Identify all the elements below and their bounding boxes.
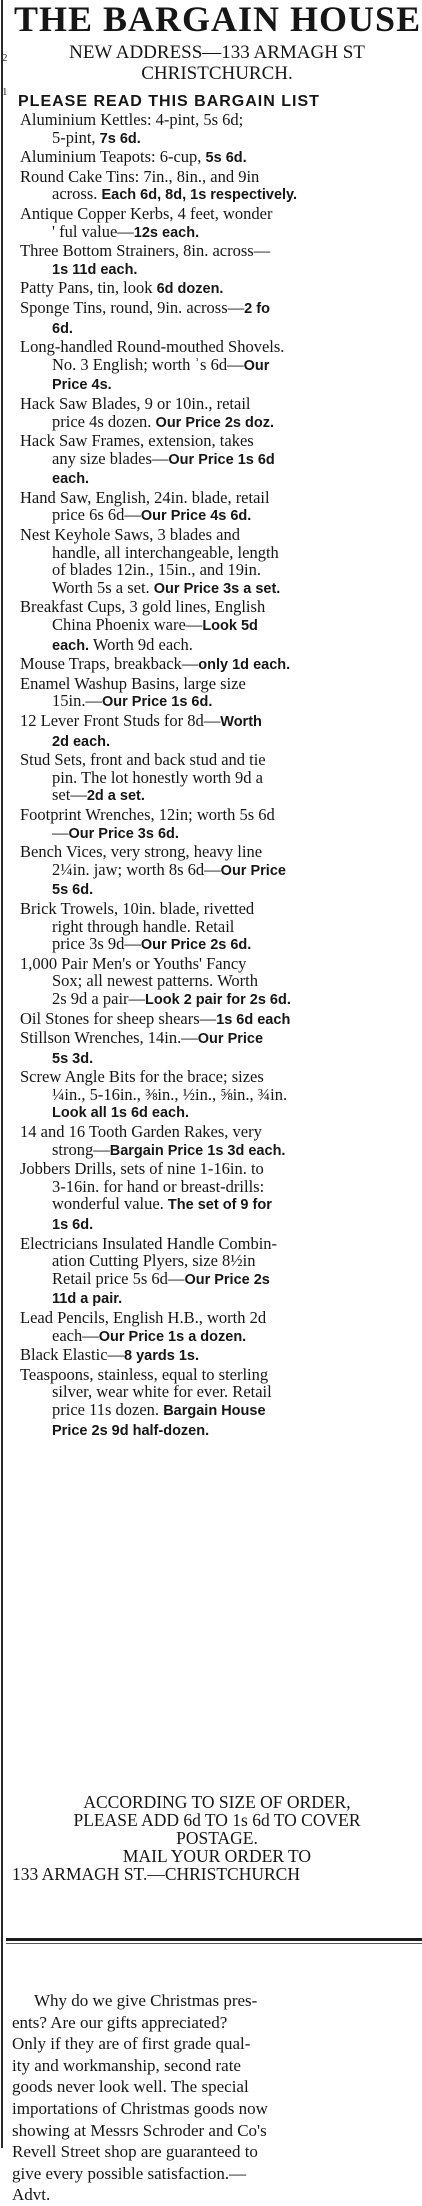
advert-line: give every possible satisfaction.— (12, 2163, 247, 2183)
bargain-item-line (12, 111, 422, 129)
price-text: each. (52, 471, 90, 488)
item-text: Patty Pans, tin, look (20, 279, 157, 298)
item-text: — (52, 822, 69, 842)
price-text: Our (243, 357, 270, 374)
bargain-item (12, 1346, 422, 1366)
item-text: ation Cutting Plyers, size 8½in (52, 1251, 256, 1271)
price-text: Our Price 1s a dozen. (98, 1328, 247, 1345)
price-text: 5s 6d. (205, 150, 247, 167)
item-text: Retail price 5s 6d— (52, 1268, 185, 1288)
advert-line: ents? Are our gifts appreciated? (12, 2012, 228, 2032)
bargain-item-line (12, 319, 422, 339)
item-text: Black Elastic— (20, 1346, 125, 1365)
price-text: Look 2 pair for 2s 6d. (145, 991, 291, 1008)
bargain-item-line (12, 1383, 422, 1401)
item-text: Stillson Wrenches, 14in.— (20, 1029, 198, 1048)
bargain-item-line (12, 935, 422, 955)
bargain-item (12, 900, 422, 955)
masthead-title: THE BARGAIN HOUSE (14, 0, 422, 39)
advert-line: goods never look well. The special (12, 2077, 249, 2097)
price-text: only 1d each. (198, 657, 291, 674)
closing-line: PLEASE ADD 6d TO 1s 6d TO COVER (73, 1810, 361, 1830)
item-text: Hand Saw, English, 24in. blade, retail (20, 488, 270, 507)
bargain-item-line (12, 1309, 422, 1327)
item-text: price 6s 6d— (52, 505, 141, 525)
item-text: pin. The lot honestly worth 9d a (52, 767, 263, 787)
bargain-item-line (12, 338, 422, 356)
bargain-item-line (12, 786, 422, 806)
item-text: Round Cake Tins: 7in., 8in., and 9in (20, 167, 260, 186)
bargain-item (12, 806, 422, 843)
bargain-item-line (12, 1160, 422, 1178)
bargain-list (12, 111, 422, 1440)
bargain-item-line (12, 1195, 422, 1215)
price-text: 2 fo (244, 300, 270, 317)
bargain-item-line (12, 824, 422, 844)
advert-line: showing at Messrs Schroder and Co's (12, 2120, 267, 2140)
bargain-item-line (12, 526, 422, 544)
bargain-item-line (12, 242, 422, 260)
bargain-item (12, 111, 422, 148)
item-text: strong— (52, 1139, 110, 1159)
bargain-item-line (12, 900, 422, 918)
bargain-item (12, 712, 422, 751)
bargain-item-line (12, 655, 422, 675)
section-divider-thin (6, 1943, 422, 1944)
item-text: any size blades— (52, 448, 169, 468)
price-text: 6d. (52, 320, 73, 337)
bargain-item-line (12, 432, 422, 450)
price-text: each. (52, 637, 90, 654)
item-text: Teaspoons, stainless, equal to sterling (20, 1365, 269, 1384)
bargain-item-line (12, 972, 422, 990)
price-text: Bargain Price 1s 3d each. (109, 1142, 286, 1159)
bargain-item (12, 1123, 422, 1160)
bargain-item (12, 242, 422, 279)
bargain-item-line (12, 356, 422, 376)
price-text: Our Price 3s a set. (153, 580, 281, 597)
price-text: 6d dozen. (156, 281, 224, 298)
bargain-item-line (12, 1029, 422, 1049)
bargain-item (12, 1068, 422, 1123)
bargain-item-line (12, 1103, 422, 1123)
bargain-item-line (12, 861, 422, 881)
item-text: price 3s 9d— (52, 934, 141, 954)
item-text: Aluminium Teapots: 6-cup, (20, 148, 206, 167)
bargain-item (12, 955, 422, 1010)
bargain-item-line (12, 692, 422, 712)
bargain-item-line (12, 1068, 422, 1086)
price-text: The set of 9 for (167, 1197, 272, 1214)
bargain-item (12, 279, 422, 299)
bargain-item-line (12, 544, 422, 562)
bargain-item-line (12, 1421, 422, 1441)
ordering-instructions (12, 1793, 422, 1883)
bargain-item-line (12, 1235, 422, 1253)
bargain-item (12, 655, 422, 675)
bargain-item-line (12, 489, 422, 507)
item-text: handle, all interchangeable, length (52, 542, 279, 562)
price-text: 8 yards 1s. (124, 1348, 199, 1365)
item-text: Screw Angle Bits for the brace; sizes (20, 1068, 264, 1087)
bargain-item (12, 1029, 422, 1068)
price-text: 5s 6d. (52, 882, 94, 899)
column-rule (1, 0, 3, 2148)
bargain-item (12, 843, 422, 900)
item-text: Mouse Traps, breakback— (20, 655, 199, 674)
item-text: Electricians Insulated Handle Combin- (20, 1234, 278, 1253)
bargain-item-line (12, 712, 422, 732)
bargain-item-line (12, 450, 422, 470)
item-text: 1,000 Pair Men's or Youths' Fancy (20, 954, 247, 973)
bargain-item-line (12, 413, 422, 433)
price-text: Price 2s 9d half-dozen. (52, 1422, 210, 1439)
bargain-item (12, 1366, 422, 1440)
bargain-item-line (12, 1123, 422, 1141)
bargain-item (12, 1010, 422, 1030)
price-text: Bargain House (163, 1402, 266, 1419)
price-text: Each 6d, 8d, 1s respectively. (101, 187, 298, 204)
item-text: each— (52, 1325, 99, 1345)
item-text: 3-16in. for hand or breast-drills: (52, 1176, 265, 1196)
bargain-item (12, 675, 422, 712)
bargain-item-line (12, 1270, 422, 1290)
bargain-item-line (12, 990, 422, 1010)
price-text: 7s 6d. (99, 130, 141, 147)
bargain-item (12, 489, 422, 526)
bargain-item-line (12, 506, 422, 526)
bargain-item-line (12, 223, 422, 243)
advert-line: Only if they are of first grade qual- (12, 2034, 251, 2054)
price-text: 11d a pair. (52, 1291, 123, 1308)
address-line: CHRISTCHURCH. (141, 63, 293, 84)
adjacent-column-fragment: 2 (2, 52, 8, 64)
bargain-item (12, 432, 422, 489)
item-text: ¼in., 5-16in., ⅜in., ½in., ⅝in., ¾in. (52, 1084, 288, 1104)
item-text: Worth 9d each. (89, 634, 193, 654)
item-text: Enamel Washup Basins, large size (20, 674, 246, 693)
item-text: Antique Copper Kerbs, 4 feet, wonder (20, 204, 273, 223)
christmas-advertisement (12, 1990, 422, 2206)
bargain-item-line (12, 260, 422, 280)
item-text: wonderful value. (52, 1194, 168, 1214)
price-text: Look 5d (202, 618, 258, 635)
item-text: Breakfast Cups, 3 gold lines, English (20, 598, 266, 617)
bargain-item-line (12, 1366, 422, 1384)
item-text: Lead Pencils, English H.B., worth 2d (20, 1309, 267, 1327)
item-text: No. 3 English; worth ʾs 6d— (52, 354, 244, 374)
item-text: Aluminium Kettles: 4-pint, 5s 6d; (20, 111, 244, 129)
advert-line: ity and workmanship, second rate (12, 2055, 241, 2075)
bargain-item (12, 1309, 422, 1346)
price-text: 1s 6d. (52, 1217, 94, 1234)
item-text: 2¼in. jaw; worth 8s 6d— (52, 859, 221, 879)
closing-line: 133 ARMAGH ST.—CHRISTCHURCH (12, 1864, 300, 1884)
bargain-item-line (12, 375, 422, 395)
adjacent-column-fragment: 1 (2, 86, 8, 98)
bargain-item-line (12, 1086, 422, 1104)
price-text: Our Price 2s (184, 1271, 270, 1288)
bargain-item-line (12, 1178, 422, 1196)
item-text: of blades 12in., 15in., and 19in. (52, 560, 261, 580)
advert-line: Revell Street shop are guaranteed to (12, 2142, 258, 2162)
price-text: Our Price 2s doz. (155, 414, 275, 431)
bargain-item-line (12, 1252, 422, 1270)
bargain-item (12, 526, 422, 598)
item-text: silver, wear white for ever. Retail (52, 1382, 272, 1402)
closing-line: ACCORDING TO SIZE OF ORDER, (83, 1792, 351, 1812)
store-address (14, 42, 420, 84)
list-heading: PLEASE READ THIS BARGAIN LIST (18, 93, 320, 110)
price-text: Our Price (220, 862, 286, 879)
bargain-item (12, 338, 422, 395)
bargain-item-line (12, 1327, 422, 1347)
advert-line: Why do we give Christmas pres- (34, 1991, 258, 2010)
item-text: Nest Keyhole Saws, 3 blades and (20, 526, 240, 545)
bargain-item (12, 751, 422, 806)
bargain-item-line (12, 918, 422, 936)
item-text: Bench Vices, very strong, heavy line (20, 843, 263, 862)
item-text: Long-handled Round-mouthed Shovels. (20, 338, 285, 357)
bargain-item-line (12, 205, 422, 223)
bargain-item-line (12, 299, 422, 319)
price-text: Price 4s. (52, 377, 112, 394)
item-text: Footprint Wrenches, 12in; worth 5s 6d (20, 805, 275, 824)
item-text: Sox; all newest patterns. Worth (52, 971, 258, 991)
item-text: Brick Trowels, 10in. blade, rivetted (20, 899, 255, 918)
price-text: Look all 1s 6d each. (52, 1105, 189, 1122)
price-text: 2d a set. (86, 788, 145, 805)
bargain-item-line (12, 843, 422, 861)
bargain-item-line (12, 675, 422, 693)
price-text: 5s 3d. (52, 1050, 94, 1067)
closing-line: POSTAGE. (176, 1828, 258, 1848)
bargain-item-line (12, 636, 422, 656)
bargain-item (12, 598, 422, 655)
item-text: Stud Sets, front and back stud and tie (20, 751, 266, 770)
item-text: 5-pint, (52, 127, 100, 147)
bargain-item (12, 205, 422, 242)
item-text: Hack Saw Blades, 9 or 10in., retail (20, 394, 251, 413)
item-text: set— (52, 785, 87, 805)
price-text: Our Price (197, 1031, 264, 1048)
price-text: 2d each. (52, 733, 111, 750)
price-text: Our Price 1s 6d (168, 451, 275, 468)
advert-line: importations of Christmas goods now (12, 2098, 268, 2118)
bargain-item-line (12, 129, 422, 149)
bargain-item-line (12, 955, 422, 973)
bargain-item-line (12, 469, 422, 489)
item-text: price 11s dozen. (52, 1399, 164, 1419)
bargain-item-line (12, 579, 422, 599)
bargain-item (12, 168, 422, 205)
item-text: price 4s dozen. (52, 411, 156, 431)
price-text: Worth (220, 714, 262, 730)
bargain-item-line (12, 1010, 422, 1030)
price-text: 1s 6d each (216, 1011, 291, 1028)
item-text: 12 Lever Front Studs for 8d— (20, 712, 221, 730)
bargain-item-line (12, 751, 422, 769)
price-text: Our Price 3s 6d. (68, 825, 179, 842)
bargain-item-line (12, 598, 422, 616)
bargain-item-line (12, 769, 422, 787)
bargain-item-line (12, 168, 422, 186)
item-text: Jobbers Drills, sets of nine 1-16in. to (20, 1160, 264, 1179)
price-text: Our Price 2s 6d. (140, 937, 252, 954)
bargain-item (12, 299, 422, 338)
bargain-item (12, 395, 422, 432)
bargain-item-line (12, 880, 422, 900)
item-text: across. (52, 184, 102, 204)
item-text: ' ful value— (52, 221, 134, 241)
item-text: Three Bottom Strainers, 8in. across— (20, 242, 271, 261)
bargain-item-line (12, 806, 422, 824)
bargain-item-line (12, 279, 422, 299)
price-text: 1s 11d each. (52, 261, 138, 278)
bargain-item (12, 1160, 422, 1234)
bargain-item-line (12, 732, 422, 752)
bargain-item-line (12, 185, 422, 205)
item-text: 14 and 16 Tooth Garden Rakes, very (20, 1123, 262, 1142)
item-text: Hack Saw Frames, extension, takes (20, 432, 254, 451)
bargain-item-line (12, 1215, 422, 1235)
item-text: 2s 9d a pair— (52, 988, 146, 1008)
bargain-item-line (12, 1049, 422, 1069)
item-text: Worth 5s a set. (52, 577, 154, 597)
item-text: 15in.— (52, 691, 102, 711)
item-text: Oil Stones for sheep shears— (20, 1009, 217, 1028)
advert-line: Advt. (12, 2185, 51, 2205)
bargain-item-line (12, 1141, 422, 1161)
bargain-item-line (12, 1346, 422, 1366)
bargain-item (12, 148, 422, 168)
bargain-item-line (12, 1289, 422, 1309)
bargain-item-line (12, 395, 422, 413)
item-text: Sponge Tins, round, 9in. across— (20, 298, 245, 317)
bargain-item-line (12, 1401, 422, 1421)
item-text: right through handle. Retail (52, 916, 235, 936)
bargain-item-line (12, 561, 422, 579)
section-divider (6, 1938, 422, 1941)
price-text: 12s each. (133, 224, 200, 241)
address-line: NEW ADDRESS—133 ARMAGH ST (69, 42, 365, 63)
price-text: Our Price 1s 6d. (101, 694, 213, 711)
bargain-item-line (12, 148, 422, 168)
bargain-item-line (12, 616, 422, 636)
price-text: Our Price 4s 6d. (140, 508, 252, 525)
bargain-item (12, 1235, 422, 1309)
closing-line: MAIL YOUR ORDER TO (122, 1846, 312, 1866)
item-text: China Phoenix ware— (52, 615, 203, 635)
